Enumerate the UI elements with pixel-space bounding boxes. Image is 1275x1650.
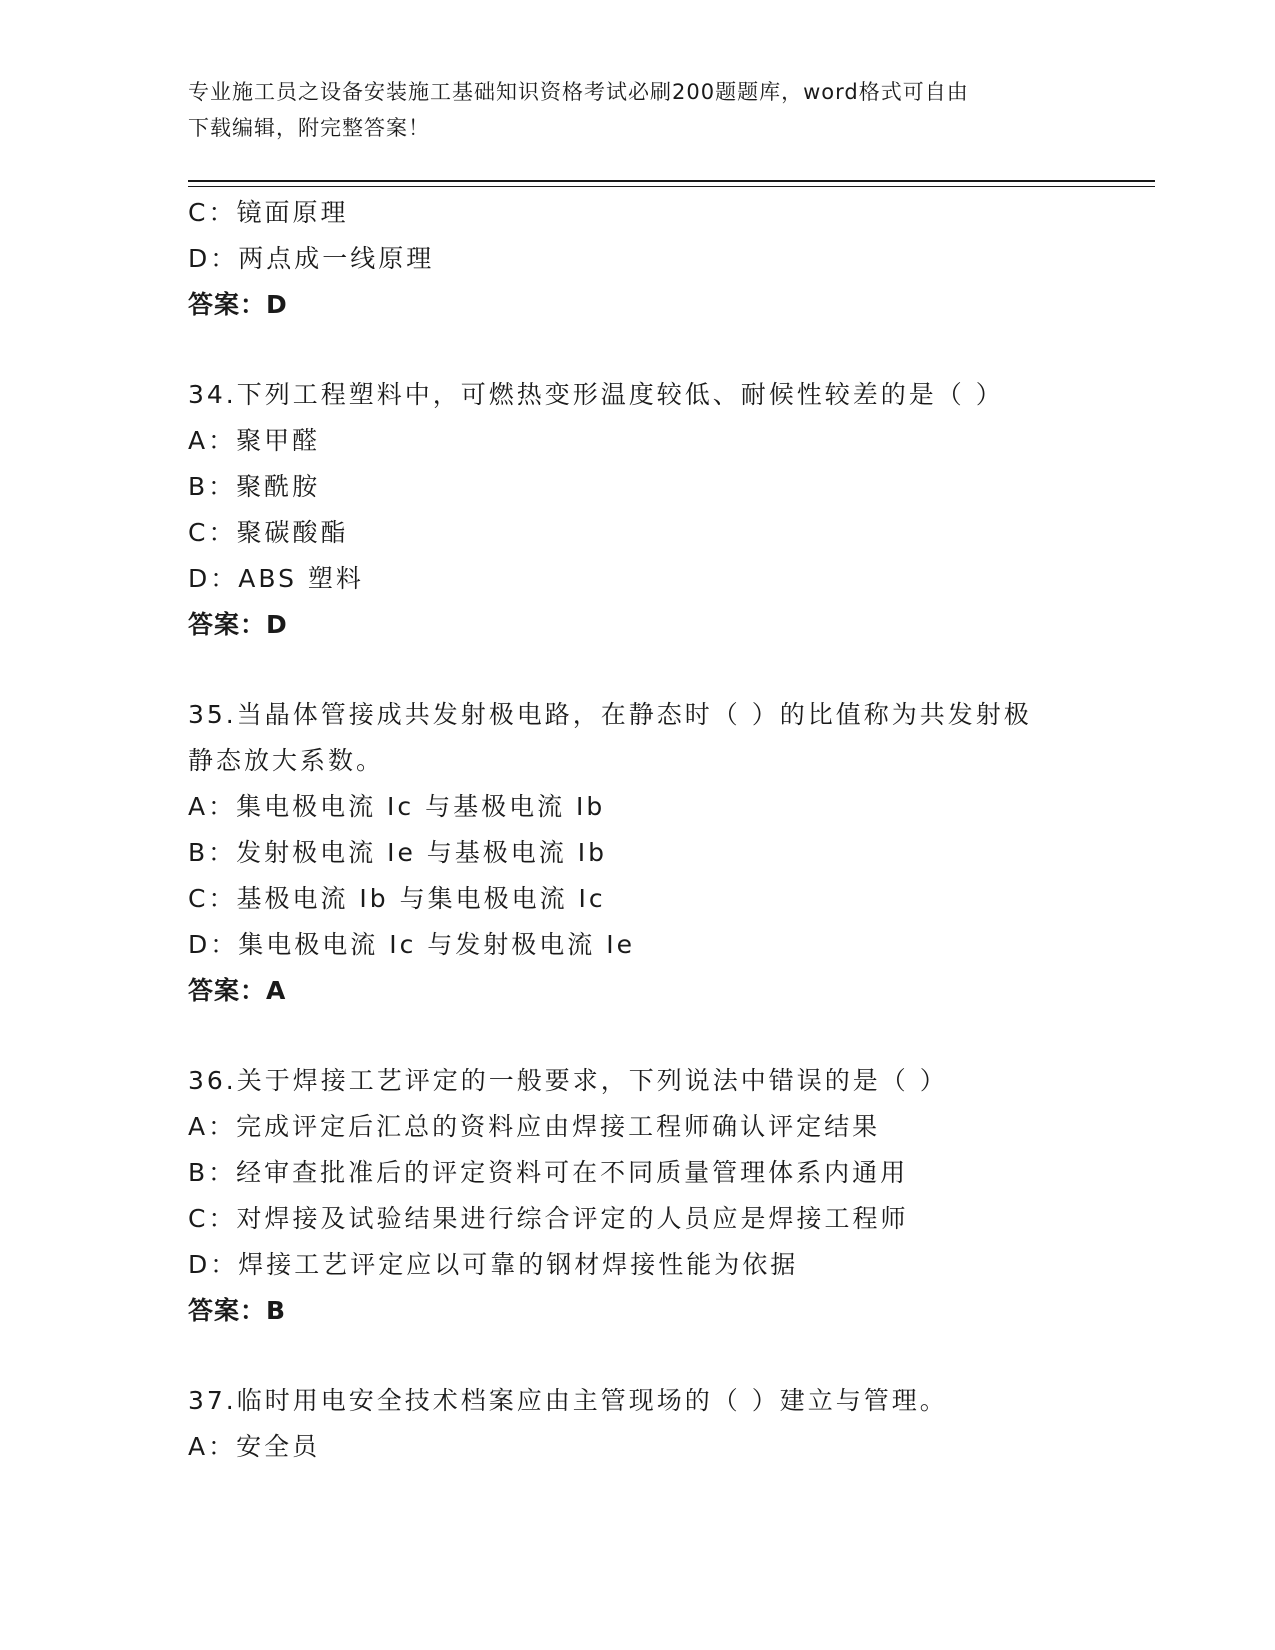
header-divider-thick [188, 180, 1155, 182]
option-line: C：基极电流 Ib 与集电极电流 Ic [188, 884, 606, 913]
header-line-1: 专业施工员之设备安装施工基础知识资格考试必刷200题题库，word格式可自由 [188, 80, 969, 104]
option-line: C：对焊接及试验结果进行综合评定的人员应是焊接工程师 [188, 1204, 909, 1233]
question-block-35 [188, 692, 1088, 1014]
question-block-37 [188, 1378, 1088, 1470]
question-stem: 35.当晶体管接成共发射极电路，在静态时（ ）的比值称为共发射极 [188, 700, 1032, 729]
option-line: D：焊接工艺评定应以可靠的钢材焊接性能为依据 [188, 1250, 799, 1279]
question-block-33 [188, 190, 1088, 328]
option-line: D：ABS 塑料 [188, 564, 364, 593]
answer-line: 答案：A [188, 976, 287, 1005]
option-line: A：完成评定后汇总的资料应由焊接工程师确认评定结果 [188, 1112, 881, 1141]
question-block-34 [188, 372, 1088, 648]
question-stem: 37.临时用电安全技术档案应由主管现场的（ ）建立与管理。 [188, 1386, 948, 1415]
option-line: D：集电极电流 Ic 与发射极电流 Ie [188, 930, 635, 959]
question-list [188, 190, 1088, 1470]
question-stem-continued: 静态放大系数。 [188, 746, 385, 775]
option-line: D：两点成一线原理 [188, 244, 435, 273]
header-divider-thin [188, 186, 1155, 187]
document-header [188, 74, 1088, 146]
option-line: A：聚甲醛 [188, 426, 321, 455]
option-line: B：经审查批准后的评定资料可在不同质量管理体系内通用 [188, 1158, 909, 1187]
answer-line: 答案：D [188, 290, 288, 319]
option-line: B：聚酰胺 [188, 472, 321, 501]
option-line: A：安全员 [188, 1432, 321, 1461]
option-line: C：镜面原理 [188, 198, 349, 227]
header-line-2: 下载编辑，附完整答案！ [188, 116, 430, 140]
option-line: C：聚碳酸酯 [188, 518, 349, 547]
question-block-36 [188, 1058, 1088, 1334]
option-line: B：发射极电流 Ie 与基极电流 Ib [188, 838, 607, 867]
question-stem: 34.下列工程塑料中，可燃热变形温度较低、耐候性较差的是（ ） [188, 380, 1004, 409]
answer-line: 答案：D [188, 610, 288, 639]
answer-line: 答案：B [188, 1296, 287, 1325]
question-stem: 36.关于焊接工艺评定的一般要求，下列说法中错误的是（ ） [188, 1066, 948, 1095]
option-line: A：集电极电流 Ic 与基极电流 Ib [188, 792, 606, 821]
